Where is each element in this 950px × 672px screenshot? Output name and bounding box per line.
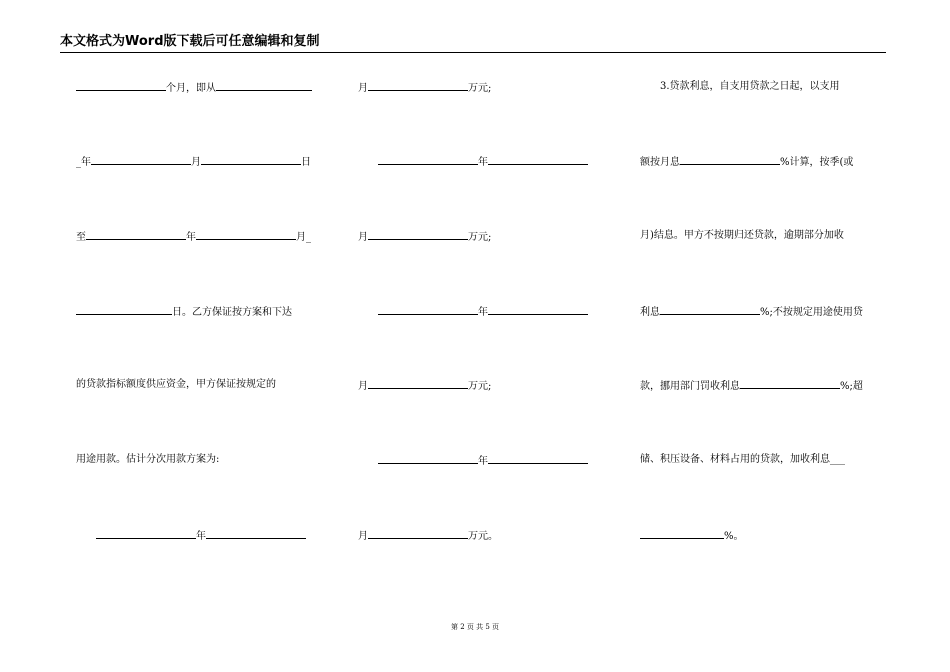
line-text: %计算，按季(或 — [780, 157, 854, 168]
header-title: 本文格式为Word版下载后可任意编辑和复制 — [60, 34, 320, 49]
fill-in-blank[interactable] — [91, 154, 191, 165]
line-text: %;不按规定用途使用贷 — [760, 307, 863, 318]
line-text: 款，挪用部门罚收利息 — [640, 381, 740, 392]
line-text: 年 — [478, 456, 488, 467]
line-text: 利息 — [640, 307, 660, 318]
fill-in-blank[interactable] — [76, 80, 166, 91]
line-text — [358, 456, 378, 467]
fill-in-blank[interactable] — [378, 154, 478, 165]
line-text: 月 — [358, 83, 368, 94]
text-line — [76, 229, 311, 245]
line-text: 用途用款。估计分次用款方案为: — [76, 454, 220, 465]
text-line — [640, 528, 744, 544]
text-line — [76, 378, 276, 392]
line-text: 月_ — [296, 232, 311, 243]
fill-in-blank[interactable] — [196, 229, 296, 240]
fill-in-blank[interactable] — [740, 378, 840, 389]
fill-in-blank[interactable] — [660, 304, 760, 315]
page-number: 第 2 页 共 5 页 — [450, 623, 500, 631]
line-text — [358, 307, 378, 318]
fill-in-blank[interactable] — [488, 453, 588, 464]
fill-in-blank[interactable] — [488, 154, 588, 165]
text-line — [358, 80, 491, 96]
text-line — [76, 80, 312, 96]
fill-in-blank[interactable] — [216, 80, 312, 91]
line-text: %;超 — [840, 381, 863, 392]
line-text: 额按月息 — [640, 157, 680, 168]
line-text: 月 — [358, 531, 368, 542]
line-text: 至 — [76, 232, 86, 243]
text-line — [358, 304, 588, 320]
text-line — [358, 154, 588, 170]
line-text: 月)结息。甲方不按期归还贷款，逾期部分加收 — [640, 230, 844, 241]
line-text: 年 — [186, 232, 196, 243]
page-header — [60, 34, 886, 53]
text-line — [76, 528, 306, 544]
line-text: 年 — [196, 531, 206, 542]
line-text: _年 — [76, 157, 91, 168]
line-text: 月 — [191, 157, 201, 168]
line-text: 万元; — [468, 83, 492, 94]
line-text: 年 — [478, 307, 488, 318]
fill-in-blank[interactable] — [368, 229, 468, 240]
fill-in-blank[interactable] — [368, 528, 468, 539]
line-text: 的贷款指标额度供应资金，甲方保证按规定的 — [76, 379, 276, 390]
line-text: 万元; — [468, 232, 492, 243]
text-line — [76, 154, 311, 170]
text-line — [640, 378, 863, 394]
line-text — [76, 531, 96, 542]
fill-in-blank[interactable] — [368, 378, 468, 389]
fill-in-blank[interactable] — [488, 304, 588, 315]
line-text: 月 — [358, 381, 368, 392]
fill-in-blank[interactable] — [201, 154, 301, 165]
text-line — [640, 304, 863, 320]
line-text: 储、积压设备、材料占用的贷款，加收利息___ — [640, 454, 845, 465]
text-line — [358, 453, 588, 469]
line-text: 3.贷款利息，自支用贷款之日起，以支用 — [640, 81, 840, 92]
text-line — [76, 304, 292, 320]
text-line — [640, 229, 844, 243]
line-text — [358, 157, 378, 168]
text-line — [358, 378, 491, 394]
line-text: 个月，即从 — [166, 83, 216, 94]
fill-in-blank[interactable] — [206, 528, 306, 539]
line-text: 年 — [478, 157, 488, 168]
line-text: 日 — [301, 157, 311, 168]
line-text: %。 — [724, 531, 744, 542]
line-text: 月 — [358, 232, 368, 243]
line-text: 万元。 — [468, 531, 498, 542]
text-line — [640, 453, 845, 467]
text-line — [640, 154, 853, 170]
line-text: 日。乙方保证按方案和下达 — [172, 307, 292, 318]
fill-in-blank[interactable] — [640, 528, 724, 539]
text-line — [76, 453, 219, 467]
fill-in-blank[interactable] — [378, 453, 478, 464]
fill-in-blank[interactable] — [86, 229, 186, 240]
text-line — [358, 528, 498, 544]
text-line — [640, 80, 840, 94]
page-footer — [0, 623, 950, 632]
fill-in-blank[interactable] — [76, 304, 172, 315]
text-line — [358, 229, 491, 245]
line-text: 万元; — [468, 381, 492, 392]
fill-in-blank[interactable] — [378, 304, 478, 315]
fill-in-blank[interactable] — [680, 154, 780, 165]
fill-in-blank[interactable] — [96, 528, 196, 539]
fill-in-blank[interactable] — [368, 80, 468, 91]
